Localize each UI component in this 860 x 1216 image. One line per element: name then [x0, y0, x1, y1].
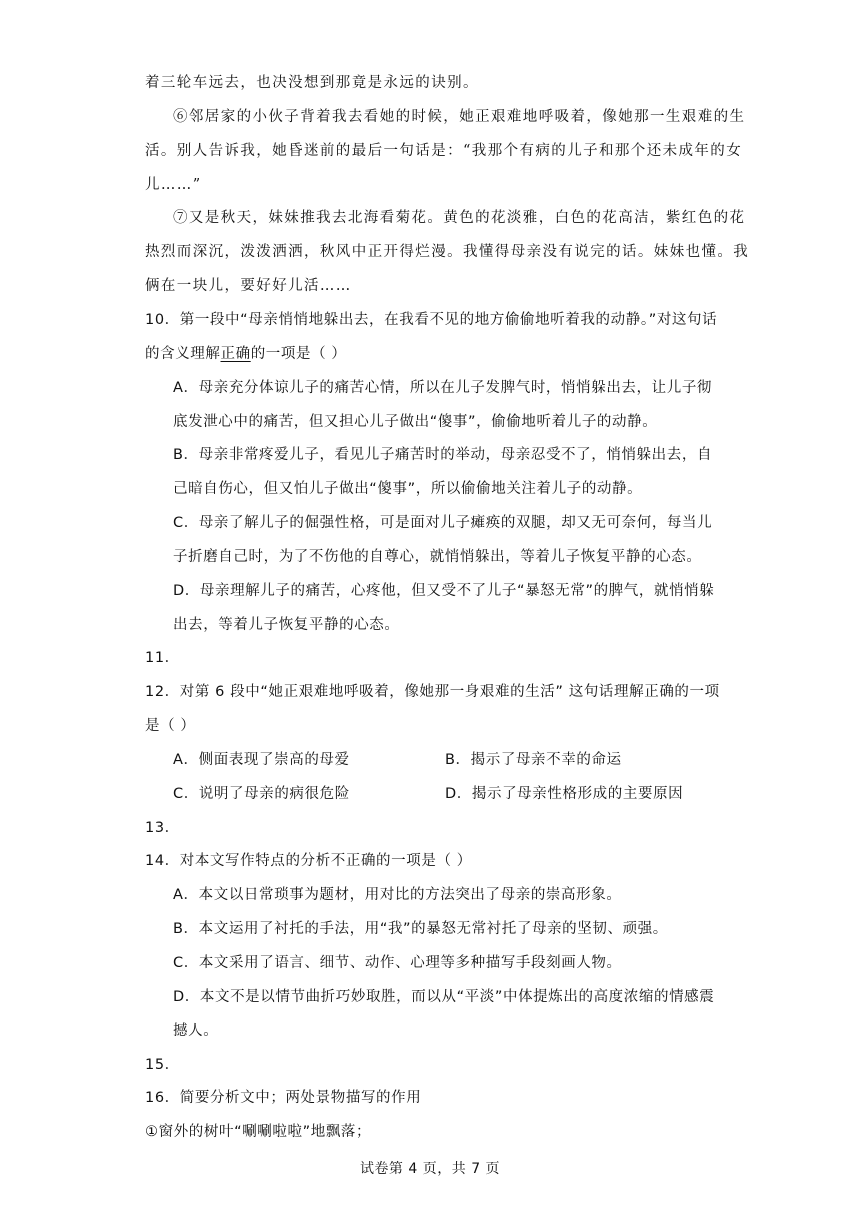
q12-option-c: C．说明了母亲的病很危险 — [173, 786, 350, 802]
q10-option-d-line1: D．母亲理解儿子的痛苦，心疼他，但又受不了儿子“暴怒无常”的脾气，就悄悄躲 — [173, 583, 715, 599]
q16-stem: 16．简要分析文中；两处景物描写的作用 — [145, 1090, 422, 1106]
q12-option-d: D．揭示了母亲性格形成的主要原因 — [445, 786, 684, 802]
q15-label: 15． — [145, 1057, 180, 1073]
q10-option-c-line2: 子折磨自己时，为了不伤他的自尊心，就悄悄躲出，等着儿子恢复平静的心态。 — [173, 549, 702, 565]
q16-item1: ①窗外的树叶“唰唰啦啦”地飘落； — [145, 1124, 372, 1140]
passage-p6-line1: ⑥邻居家的小伙子背着我去看她的时候，她正艰难地呼吸着，像她那一生艰难的生 — [173, 109, 746, 125]
q10-stem-underlined: 正确 — [220, 346, 251, 362]
q14-option-d-line2: 撼人。 — [173, 1023, 219, 1039]
page-footer: 试卷第 4 页，共 7 页 — [359, 1161, 501, 1177]
passage-p6-line2: 活。别人告诉我，她昏迷前的最后一句话是：“我那个有病的儿子和那个还未成年的女 — [145, 143, 743, 159]
q11-label: 11． — [145, 650, 180, 666]
q10-option-a-line2: 底发泄心中的痛苦，但又担心儿子做出“傻事”，偷偷地听着儿子的动静。 — [173, 414, 658, 430]
q12-option-b: B．揭示了母亲不幸的命运 — [445, 752, 622, 768]
q10-stem-line2 — [145, 343, 347, 365]
q14-option-c: C．本文采用了语言、细节、动作、心理等多种描写手段刻画人物。 — [173, 955, 622, 971]
q13-label: 13． — [145, 820, 180, 836]
q10-option-c-line1: C．母亲了解儿子的倔强性格，可是面对儿子瘫痪的双腿，却又无可奈何，每当儿 — [173, 515, 713, 531]
passage-p6-line3: 儿……” — [145, 177, 202, 193]
q10-option-a-line1: A．母亲充分体谅儿子的痛苦心情，所以在儿子发脾气时，悄悄躲出去，让儿子彻 — [173, 380, 713, 396]
q14-option-a: A．本文以日常琐事为题材，用对比的方法突出了母亲的崇高形象。 — [173, 887, 622, 903]
q12-stem-line1: 12．对第 6 段中“她正艰难地呼吸着，像她那一身艰难的生活” 这句话理解正确的一项 — [145, 684, 720, 700]
q12-option-a: A．侧面表现了崇高的母爱 — [173, 752, 350, 768]
q10-stem-text-a: 的含义理解 — [145, 346, 221, 362]
q12-stem-line2: 是（ ） — [145, 718, 196, 734]
q14-option-b: B．本文运用了衬托的手法，用“我”的暴怒无常衬托了母亲的坚韧、顽强。 — [173, 921, 668, 937]
q10-option-b-line1: B．母亲非常疼爱儿子，看见儿子痛苦时的举动，母亲忍受不了，悄悄躲出去，自 — [173, 447, 713, 463]
q10-option-b-line2: 己暗自伤心，但又怕儿子做出“傻事”，所以偷偷地关注着儿子的动静。 — [173, 481, 643, 497]
passage-p7-line2: 热烈而深沉，泼泼洒洒，秋风中正开得烂漫。我懂得母亲没有说完的话。妹妹也懂。我 — [145, 244, 750, 260]
passage-p7-line3: 俩在一块儿，要好好儿活…… — [145, 278, 352, 294]
passage-p5-tail: 着三轮车远去，也决没想到那竟是永远的诀别。 — [145, 75, 479, 91]
q14-option-d-line1: D．本文不是以情节曲折巧妙取胜，而以从“平淡”中体提炼出的高度浓缩的情感震 — [173, 989, 715, 1005]
q10-option-d-line2: 出去，等着儿子恢复平静的心态。 — [173, 617, 400, 633]
q14-stem: 14．对本文写作特点的分析不正确的一项是（ ） — [145, 853, 472, 869]
q10-stem-line1: 10．第一段中“母亲悄悄地躲出去，在我看不见的地方偷偷地听着我的动静。”对这句话 — [145, 312, 718, 328]
q10-stem-text-b: 的一项是（ ） — [250, 346, 347, 362]
passage-p7-line1: ⑦又是秋天，妹妹推我去北海看菊花。黄色的花淡雅，白色的花高洁，紫红色的花 — [173, 210, 746, 226]
